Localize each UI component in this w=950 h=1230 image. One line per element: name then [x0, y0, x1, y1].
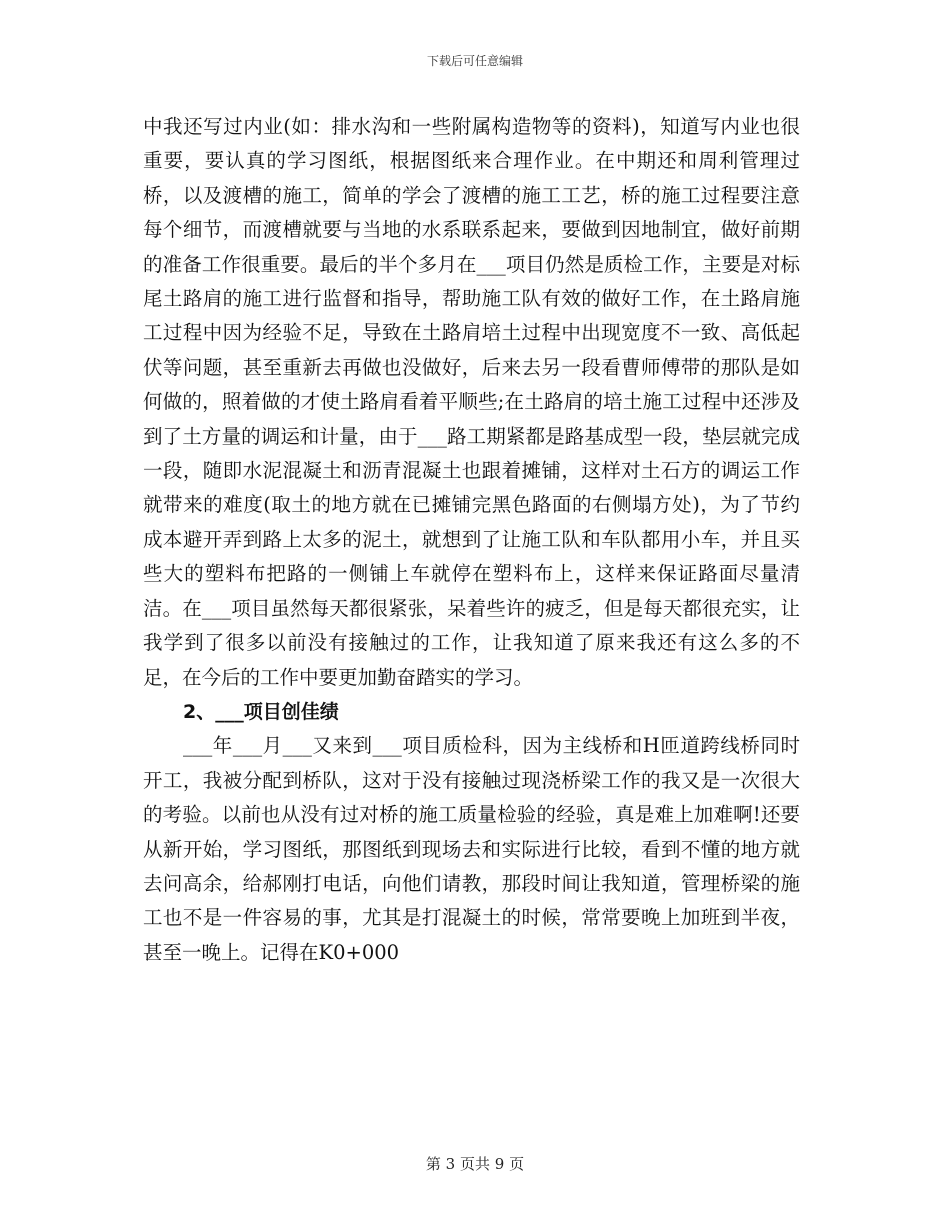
page-footer: 第 3 页共 9 页: [425, 1155, 525, 1173]
page-header: 下载后可任意编辑: [426, 54, 523, 68]
body-paragraph-2: ___年___月___又来到___项目质检科，因为主线桥和H匝道跨线桥同时开工，我被分配到桥队，这对于没有接触过现浇桥梁工作的我又是一次很大的考验。以前也从没有过对桥的施工质量检验的经验，真是难上加难啊!还要从新开始，学习图纸，那图纸到现场去和实际进行比较，看到不懂的地方就去问高余，给郝刚打电话，向他们请教，那段时间让我知道，管理桥梁的施工也不是一件容易的事，尤其是打混凝土的时候，常常要晚上加班到半夜，甚至一晚上。记得在K0+000: [143, 734, 800, 964]
body-paragraph-1: 中我还写过内业(如：排水沟和一些附属构造物等的资料)，知道写内业也很重要，要认真的学习图纸，根据图纸来合理作业。在中期还和周利管理过桥，以及渡槽的施工，简单的学会了渡槽的施工工艺，桥的施工过程要注意每个细节，而渡槽就要与当地的水系联系起来，要做到因地制宜，做好前期的准备工作很重要。最后的半个多月在___项目仍然是质检工作，主要是对标尾土路肩的施工进行监督和指导，帮助施工队有效的做好工作，在土路肩施工过程中因为经验不足，导致在土路肩培土过程中出现宽度不一致、高低起伏等问题，甚至重新去再做也没做好，后来去另一段看曹师傅带的那队是如何做的，照着做的才使土路肩看着平顺些;在土路肩的培土施工过程中还涉及到了土方量的调运和计量，由于___路工期紧都是路基成型一段，垫层就完成一段，随即水泥混凝土和沥青混凝土也跟着摊铺，这样对土石方的调运工作就带来的难度(取土的地方就在已摊铺完黑色路面的右侧塌方处)，为了节约成本避开弄到路上太多的泥土，就想到了让施工队和车队都用小车，并且买些大的塑料布把路的一侧铺上车就停在塑料布上，这样来保证路面尽量清洁。在___项目虽然每天都很紧张，呆着些许的疲乏，但是每天都很充实，让我学到了很多以前没有接触过的工作，让我知道了原来我还有这么多的不足，在今后的工作中要更加勤奋踏实的学习。: [143, 115, 800, 689]
document-body: [143, 110, 800, 970]
section-heading: 2、___项目创佳绩: [183, 700, 339, 723]
